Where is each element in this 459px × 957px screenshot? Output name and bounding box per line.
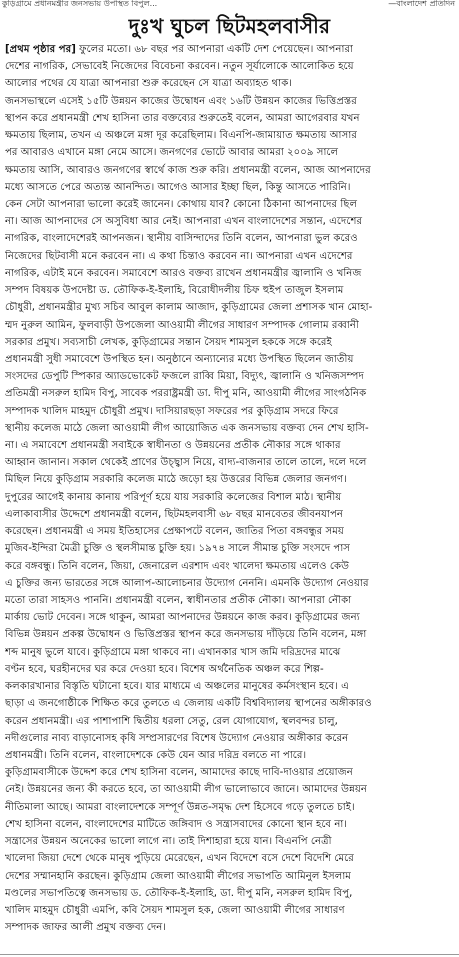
article-line: সম্পাদক জাফর আলী প্রমুখ বক্তব্য দেন।	[5, 922, 167, 934]
top-strip	[0, 0, 459, 10]
article-line: চৌধুরী, প্রধানমন্ত্রীর মুখ্য সচিব আবুল কালাম আজাদ, কুড়িগ্রামের জেলা প্রশাসক খান মোহা-	[5, 302, 373, 314]
article-line	[5, 41, 455, 58]
article-line: কুড়িগ্রামবাসীকে উদ্দেশ করে শেখ হাসিনা বলেন, আমাদের কাছে দাবি-দাওয়ার প্রয়োজন	[5, 767, 353, 779]
article-line: ছাড়া এ জনগোষ্ঠীকে শিক্ষিত করে তুলতে এ জেলায় একটি বিশ্ববিদ্যালয় স্থাপনের অঙ্গীকারও	[5, 698, 372, 710]
article-line: মতো তারা সাহসও পাননি। প্রধানমন্ত্রী বলেন, স্বাধীনতার প্রতীক নৌকা। আপনারা নৌকা	[5, 595, 352, 606]
article-line: কলকারখানার বিস্তৃতি ঘটানো হবে। যার মাধ্যমে এ অঞ্চলের মানুষের কর্মসংস্থান হবে। এ	[5, 681, 349, 693]
article-line	[5, 936, 455, 953]
article-line: আলোর পথের যে যাত্রা আপনারা শুরু করেছেন সে যাত্রা অব্যাহত থাক।	[5, 78, 292, 90]
article-line: সম্পাদক খালিদ মাহমুদ চৌধুরী প্রমুখ। দাসিয়ারছড়া সফরের পর কুড়িগ্রাম সদরে ফিরে	[5, 405, 339, 417]
article-line: বিভিন্ন উন্নয়ন প্রকল্প উদ্বোধন ও ভিত্তিপ্রস্তর স্থাপন করে জনসভায় দাঁড়িয়ে তিনি বলেন, মঙ্গা	[5, 629, 367, 641]
article-line: মধ্যে আসতে পেরে অত্যন্ত আনন্দিত। আগেও আসার ইচ্ছা ছিল, কিন্তু আসতে পারিনি।	[5, 181, 351, 193]
continuation-marker: [প্রথম পৃষ্ঠার পর]	[5, 44, 76, 55]
article-line: করেছেন। প্রধানমন্ত্রী এ সময় ইতিহাসের প্রেক্ষাপটে বলেন, জাতির পিতা বঙ্গবন্ধুর সময়	[5, 526, 344, 538]
article-line: করেন প্রধানমন্ত্রী। এর পাশাপাশি দ্বিতীয় ধরলা সেতু, রেল যোগাযোগ, স্থলবন্দর চালু,	[5, 715, 338, 727]
article-line: সন্ত্রাসের উন্নয়ন অনেকের ভালো লাগে না। তাই দিশাহারা হয়ে যান। বিএনপি নেত্রী	[5, 836, 332, 848]
article-line: প্রধানমন্ত্রী। তিনি বলেন, বাংলাদেশকে কেউ যেন আর দরিদ্র বলতে না পারে।	[5, 749, 307, 761]
article-line: না। এ সমাবেশে প্রধানমন্ত্রী সবাইকে স্বাধীনতা ও উন্নয়নের প্রতীক নৌকার সঙ্গে থাকার	[5, 440, 341, 452]
article-line: আহ্বান জানান। সকাল থেকেই প্রাণের উচ্ছ্বাস নিয়ে, বাদ্য-বাজনার তালে তালে, দলে দলে	[5, 457, 367, 469]
article-line: নিজেদের ছিটবাসী মনে করবেন না। এ কথা চিন্তাও করবেন না। আপনারা এখন এদেশের	[5, 250, 353, 262]
article-line: প্রধানমন্ত্রী সুধী সমাবেশে উপস্থিত হন। অনুষ্ঠানে অন্যান্যের মধ্যে উপস্থিত ছিলেন জাতীয়	[5, 353, 354, 365]
article-line: জনসভাস্থলে এসেই ১৫টি উন্নয়ন কাজের উদ্বোধন এবং ১৬টি উন্নয়ন কাজের ভিত্তিপ্রস্তর	[5, 95, 357, 107]
page-title: দুঃখ ঘুচল ছিটমহলবাসীর	[128, 14, 331, 38]
article-line: স্থাপন করে প্রধানমন্ত্রী শেখ হাসিনা তার বক্তব্যের শুরুতেই বলেন, আমরা আগেরবার যখন	[5, 112, 360, 124]
article-line: সম্পদ বিষয়ক উপদেষ্টা ড. তৌফিক-ই-ইলাহি, বিরোধীদলীয় চিফ হুইপ তাজুল ইসলাম	[5, 285, 344, 297]
article-line: খালেদা জিয়া দেশে থেকে মানুষ পুড়িয়ে মেরেছেন, এখন বিদেশে বসে দেশে বিদেশি মেরে	[5, 853, 354, 865]
article-line: শেখ হাসিনা বলেন, বাংলাদেশের মাটিতে জঙ্গিবাদ ও সন্ত্রাসবাদের কোনো স্থান হবে না।	[5, 818, 348, 830]
article-line: নাগরিক, বাংলাদেশেরই আপনজন। স্থানীয় বাসিন্দাদের তিনি বলেন, আপনারা ভুল করেও	[5, 233, 358, 245]
article-line: স্থানীয় কলেজ মাঠে জেলা আওয়ামী লীগ আয়োজিত এক জনসভায় বক্তব্য দেন শেখ হাসি-	[5, 422, 369, 434]
article-line: ম্মদ নুরুল আমিন, ফুলবাড়ী উপজেলা আওয়ামী লীগের সাধারণ সম্পাদক গোলাম রব্বানী	[5, 319, 359, 331]
article-line: মণ্ডলের সভাপতিত্বে জনসভায় ড. তৌফিক-ই-ইলাহি, ডা. দীপু মনি, নসরুল হামিদ বিপু,	[5, 887, 353, 899]
article-line: নেই। উন্নয়নের জন্য কী করতে হবে, তা আওয়ামী লীগ ভালোভাবে জানে। আমাদের উন্নয়ন	[5, 784, 368, 796]
article-line: ক্ষমতায় ছিলাম, তখন এ অঞ্চলে মঙ্গা দূর করেছিলাম। বিএনপি-জামায়াত ক্ষমতায় আসার	[5, 130, 357, 142]
article-line: দেশের নাগরিক, সেভাবেই নিজেদের বিবেচনা করবেন। নতুন সূর্যালোকে আলোকিত হয়ে	[5, 61, 354, 73]
top-strip-caption: কুড়িগ্রামে প্রধানমন্ত্রীর জনসভায় উপস্থিত বিপুল...	[2, 0, 158, 8]
bottom-divider	[0, 954, 459, 955]
article-line: দুপুরের আগেই কানায় কানায় পরিপূর্ণ হয়ে যায় সরকারি কলেজের বিশাল মাঠ। স্থানীয়	[5, 491, 342, 503]
article-line: না। আজ আপনাদের সে অসুবিধা আর নেই। আপনারা এখন বাংলাদেশের সন্তান, এদেশের	[5, 216, 363, 228]
article-line: মুজিব-ইন্দিরা মৈত্রী চুক্তি ও স্থলসীমান্ত চুক্তি হয়। ১৯৭৪ সালে সীমান্ত চুক্তি সংসদে পাস	[5, 543, 351, 555]
article-line: সরকার প্রমুখ। সব্যসাচী লেখক, কুড়িগ্রামের সন্তান সৈয়দ শামসুল হককে সঙ্গে করেই	[5, 336, 332, 348]
article-line: বণ্টন হবে, ঘরহীনদের ঘর করে দেওয়া হবে। বিশেষ অর্থনৈতিক অঞ্চল করে শিল্প-	[5, 663, 324, 675]
article-line: খালিদ মাহমুদ চৌধুরী এমপি, কবি সৈয়দ শামসুল হক, জেলা আওয়ামী লীগের সাধারণ	[5, 904, 345, 916]
article-line: এ চুক্তির জন্য ভারতের সঙ্গে আলাপ-আলোচনার উদ্যোগ নেননি। এমনকি উদ্যোগ নেওয়ার	[5, 577, 369, 589]
article-line-text: ফুলের মতো। ৬৮ বছর পর আপনারা একটি দেশ পেয়েছেন। আপনারা	[79, 44, 353, 55]
article-line: ক্ষমতায় আসি, আবারও জনগণের স্বার্থে কাজ শুরু করি। প্রধানমন্ত্রী বলেন, আজ আপনাদের	[5, 164, 371, 176]
article-line: দেশের সম্মানহানি করছেন। কুড়িগ্রাম জেলা আওয়ামী লীগের সভাপতি আমিনুল ইসলাম	[5, 870, 351, 882]
article-body	[5, 41, 455, 953]
article-line: নীতিমালা আছে। আমরা বাংলাদেশকে সম্পূর্ণ উন্নত-সমৃদ্ধ দেশ হিসেবে গড়ে তুলতে চাই।	[5, 801, 355, 813]
article-line: কেন সেটা আপনারা ভালো করেই জানেন। কোথায় যাব? কোনো ঠিকানা আপনাদের ছিল	[5, 198, 358, 210]
article-line: শব্দ মানুষ ভুলে যাবে। কুড়িগ্রামে মঙ্গা থাকবে না। এখানকার খাস জমি দরিদ্রদের মাঝে	[5, 646, 341, 658]
article-line: সংসদের ডেপুটি স্পিকার অ্যাডভোকেট ফজলে রাব্বি মিয়া, বিদ্যুৎ, জ্বালানি ও খনিজসম্পদ	[5, 371, 364, 383]
article-line: পর আবারও এখানে মঙ্গা নেমে আসে। জনগণের ভোটে আবার আমরা ২০০৯ সালে	[5, 147, 339, 159]
article-line: নাগরিক, এটাই মনে করবেন। সমাবেশে আরও বক্তব্য রাখেন প্রধানমন্ত্রীর জ্বালানি ও খনিজ	[5, 267, 362, 279]
article-line: প্রতিমন্ত্রী নসরুল হামিদ বিপু, সাবেক পররাষ্ট্রমন্ত্রী ডা. দীপু মনি, আওয়ামী লীগের সাংগঠনিক	[5, 388, 367, 400]
article-line: এলাকাবাসীর উদ্দেশে প্রধানমন্ত্রী বলেন, ছিটমহলবাসী ৬৮ বছর মানবেতর জীবনযাপন	[5, 508, 344, 520]
article-line: মিছিল নিয়ে কুড়িগ্রাম সরকারি কলেজ মাঠে জড়ো হয় উত্তরের বিভিন্ন জেলার জনগণ।	[5, 474, 347, 486]
article-line: নদীগুলোর নাব্য বাড়ানোসহ কৃষি সম্প্রসারণের বিশেষ উদ্যোগ নেওয়ার অঙ্গীকার করেন	[5, 732, 349, 744]
article-line: করে বঙ্গবন্ধু। তিনি বলেন, জিয়া, জেনারেল এরশাদ এবং খালেদা ক্ষমতায় এলেও কেউ	[5, 560, 350, 572]
article-line: মার্কায় ভোট দেবেন। সঙ্গে থাকুন, আমরা আপনাদের উন্নয়নে কাজ করব। কুড়িগ্রামের জন্য	[5, 612, 360, 624]
top-strip-credit: —বাংলাদেশ প্রতিদিন	[388, 0, 455, 8]
